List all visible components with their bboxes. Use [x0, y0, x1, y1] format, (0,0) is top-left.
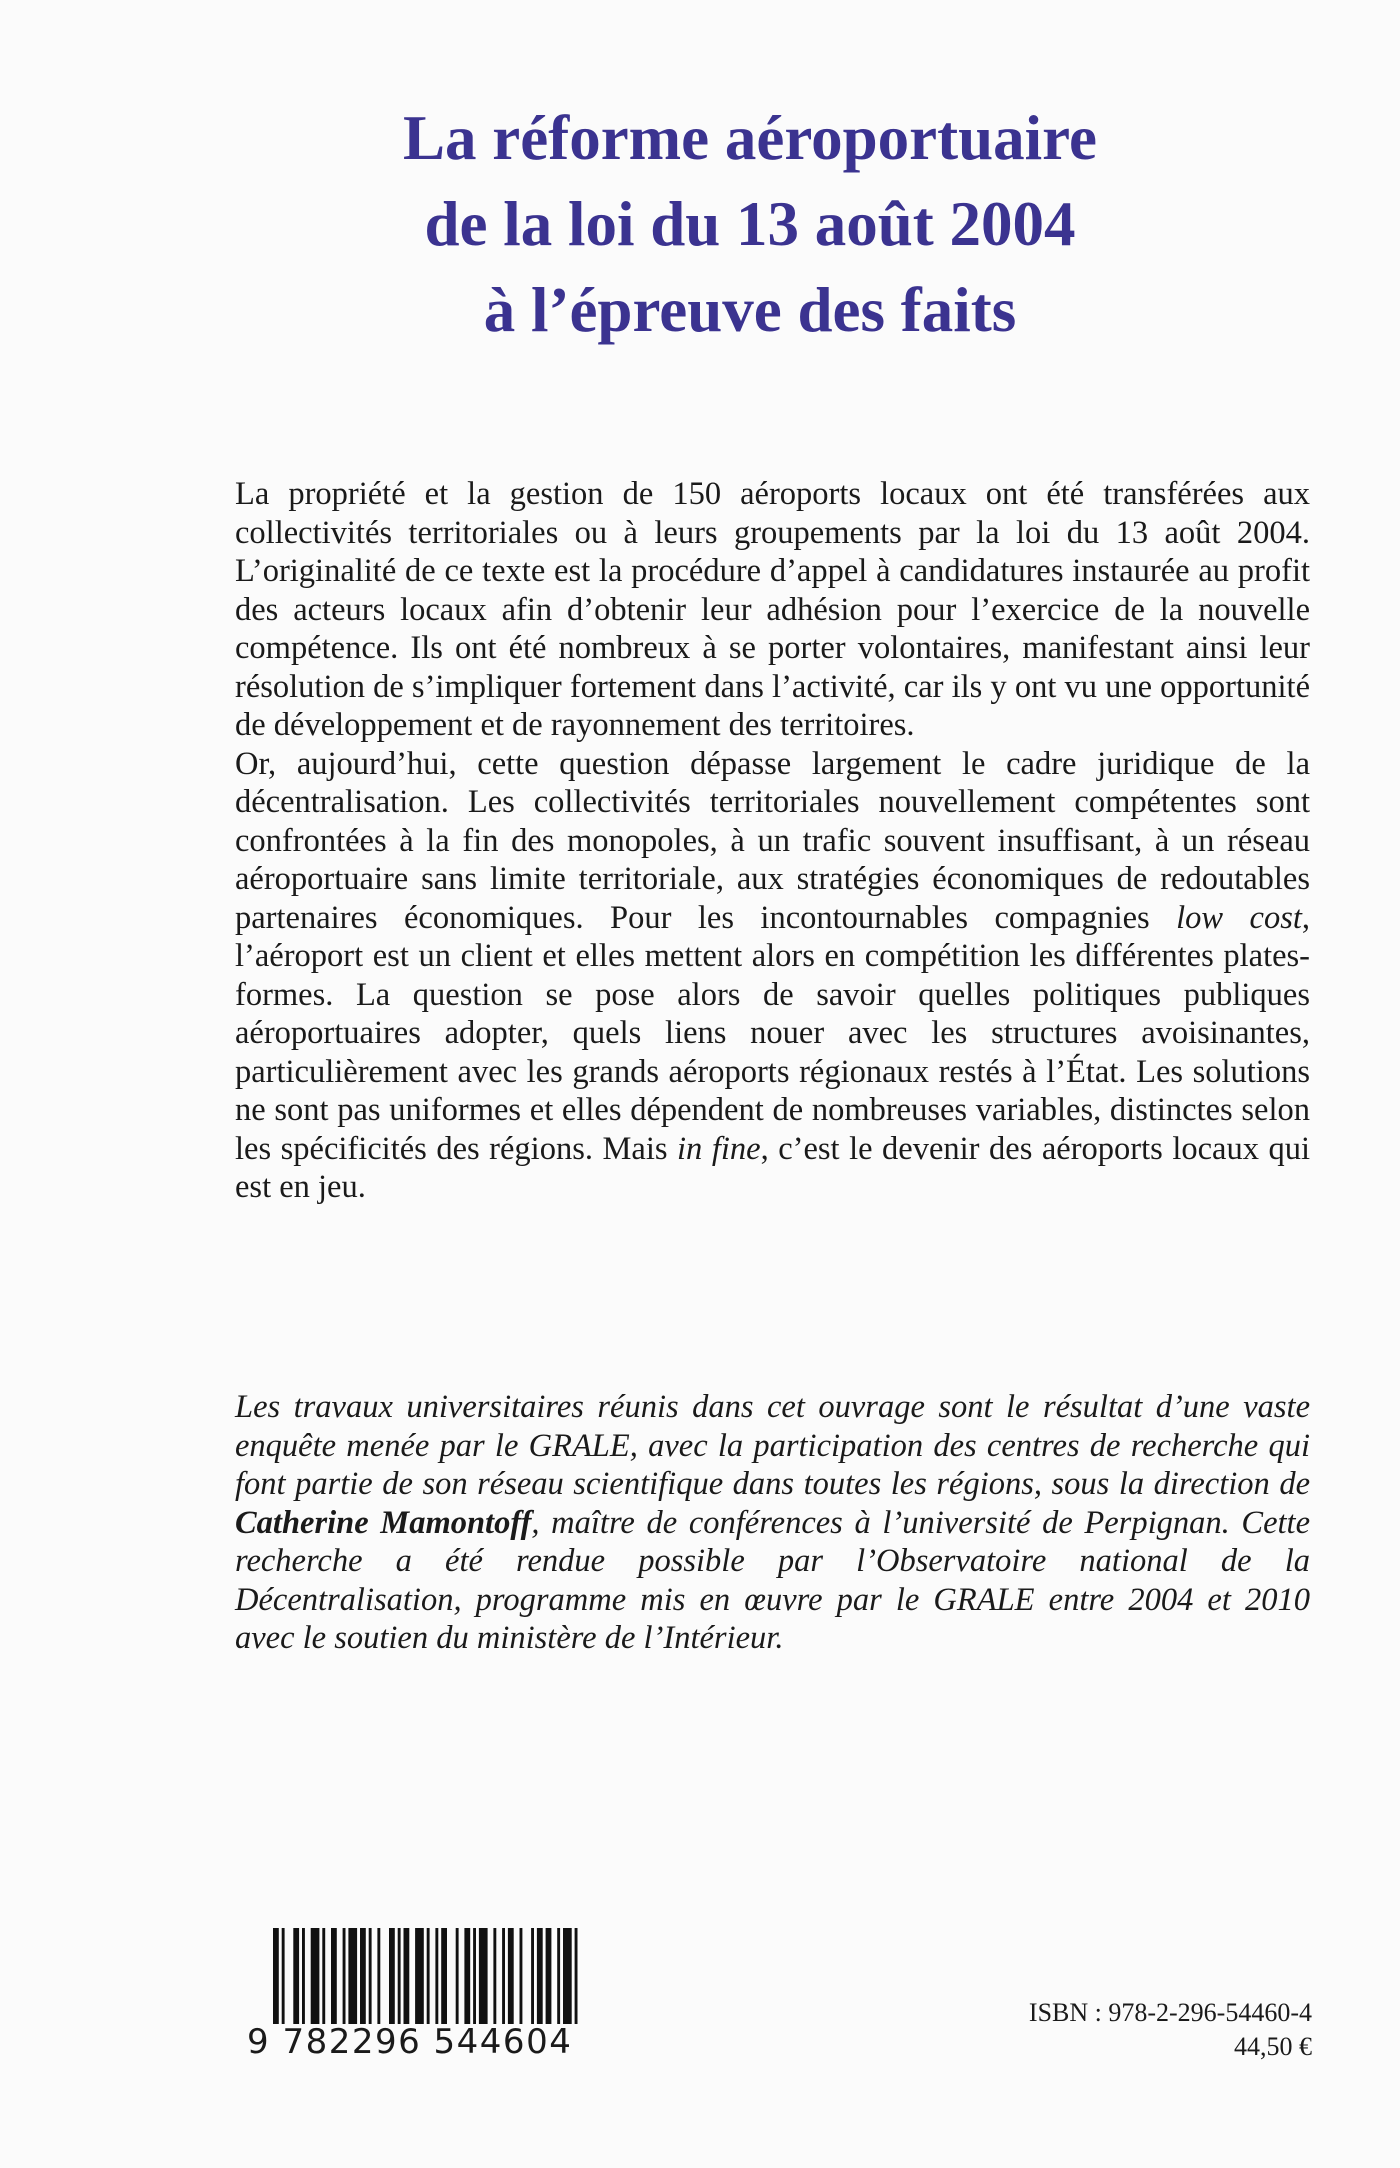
title-line-1: La réforme aéroportuaire [403, 103, 1097, 173]
isbn-number: ISBN : 978-2-296-54460-4 [1028, 1998, 1312, 2027]
italic-term: low cost [1176, 899, 1302, 936]
book-title [250, 95, 1250, 353]
summary-text-segment: , l’aéroport est un client et elles mettent alors en compétition les différentes plates-formes. La question se pose alors de savoir quelles politiques publiques aéroportuaires adopter, quels liens nouer avec les structures avoisinantes, particulièrement avec les grands aéroports régionaux restés à l’État. Les solutions ne sont pas uniformes et elles dépendent de nombreuses variables, distinctes selon les spécificités des régions. Mais [235, 899, 1310, 1167]
title-line-3: à l’épreuve des faits [483, 275, 1017, 345]
about-the-work [235, 1388, 1310, 1658]
isbn-block [1029, 1996, 1312, 2064]
about-text-segment: Les travaux universitaires réunis dans cet ouvrage sont le résultat d’une vaste enquête menée par le GRALE, avec la participation des centres de recherche qui font partie de son réseau scientifique dans toutes les régions, sous la direction de [235, 1389, 1310, 1502]
about-text-segment: , maître de conférences à l’université de Perpignan. Cette recherche a été rendue possible par l’Observatoire national de la Décentralisation, programme mis en œuvre par le GRALE entre 2004 et 2010 avec le soutien du ministère de l’Intérieur. [235, 1504, 1310, 1656]
barcode [247, 1928, 587, 2060]
barcode-digits: 9 782296 544604 [247, 2024, 587, 2060]
summary-text-segment: Or, aujourd’hui, cette question dépasse largement le cadre juridique de la décentralisation. Les collectivités territoriales nouvellement compétentes sont confrontées à la fin des monopoles, à un trafic souvent insuffisant, à un réseau aéroportuaire sans limite territoriale, aux stratégies économiques de redoutables partenaires économiques. Pour les incontournables compagnies [235, 745, 1310, 936]
about-paragraph [235, 1388, 1310, 1658]
author-name: Catherine Mamontoff [235, 1504, 532, 1541]
price: 44,50 € [1234, 2032, 1312, 2061]
summary-text-segment: , c’est le devenir des aéroports locaux qui est en jeu. [235, 1130, 1310, 1205]
summary-paragraph-1: La propriété et la gestion de 150 aéroports locaux ont été transférées aux collectivités territoriales ou à leurs groupements par la loi du 13 août 2004. L’originalité de ce texte est la procédure d’appel à candidatures instaurée au profit des acteurs locaux afin d’obtenir leur adhésion pour l’exercice de la nouvelle compétence. Ils ont été nombreux à se porter volontaires, manifestant ainsi leur résolution de s’impliquer fortement dans l’activité, car ils y ont vu une opportunité de développement et de rayonnement des territoires. [235, 476, 1310, 743]
title-line-2: de la loi du 13 août 2004 [424, 189, 1076, 259]
italic-term: in fine [677, 1130, 761, 1167]
summary-paragraph-2 [235, 745, 1310, 1207]
summary-text [235, 475, 1310, 1207]
